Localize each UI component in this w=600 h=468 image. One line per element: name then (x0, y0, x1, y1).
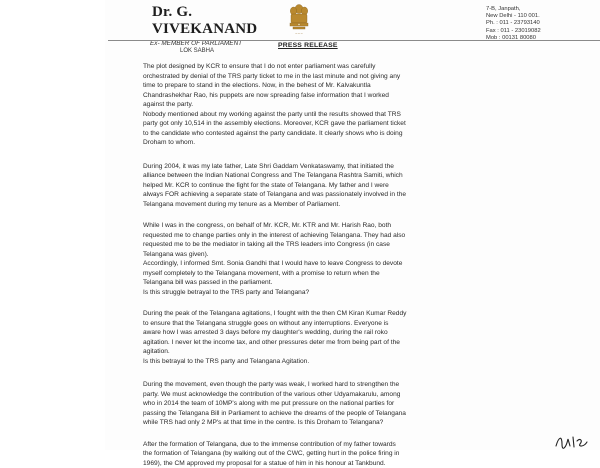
signature-icon (553, 432, 593, 450)
body-line: party. We must acknowledge the contribution of the various other Udyamakarulu, among (143, 390, 535, 400)
paragraph-gap (143, 366, 535, 380)
body-line: who in 2014 the team of 10MP's along with me put pressure on the national parties for (143, 399, 535, 409)
body-line: Accordingly, I informed Smt. Sonia Gandhi that I would have to leave Congress to devote (143, 259, 535, 269)
body-line: While I was in the congress, on behalf of Mr. KCR, Mr. KTR and Mr. Harish Rao, both (143, 221, 535, 231)
body-line: Is this betrayal to the TRS party and Telangana Agitation. (143, 357, 535, 367)
national-emblem-icon (288, 3, 310, 37)
document-body (143, 62, 535, 468)
body-line: to ensure that the Telangana struggle goes on without any interruptions. Everyone is (143, 319, 535, 329)
body-line: Is this struggle betrayal to the TRS party and Telangana? (143, 288, 535, 298)
body-line: to the candidate who contested against the party candidate. It clearly shows who is doing (143, 129, 535, 139)
header-divider (108, 40, 600, 41)
body-line: Droham to whom. (143, 138, 535, 148)
body-line: myself completely to the Telangana movement, with a promise to return when the (143, 269, 535, 279)
letterhead-name: Dr. G. VIVEKANAND (152, 4, 280, 38)
document-title: PRESS RELEASE (278, 42, 338, 49)
address-line: 7-B, Janpath, (486, 6, 596, 13)
letterhead-house: LOK SABHA (180, 48, 280, 54)
paragraph-gap (143, 148, 535, 162)
letterhead-left (150, 4, 280, 54)
body-line: while TRS had only 2 MP's at that time in the centre. Is this Droham to Telangana? (143, 418, 535, 428)
body-line: aware how I was arrested 3 days before my daughter's wedding, during the rail roko (143, 328, 535, 338)
address-line: Fax : 011 - 23019082 (486, 28, 596, 35)
body-line: requested me to be the mediator in taking all the TRS leaders into Congress (in case (143, 240, 535, 250)
body-line: 1969), the CM approved my proposal for a statue of him in his honour at Tankbund. (143, 459, 535, 468)
body-line: Telangana was given). (143, 250, 535, 260)
body-line: party got only 10,514 in the assembly elections. Moreover, KCR gave the parliament ticket (143, 119, 535, 129)
address-line: Ph. : 011 - 23793140 (486, 20, 596, 27)
paragraph-gap (143, 209, 535, 221)
letterhead-designation: Ex- MEMBER OF PARLIAMENT (150, 40, 280, 47)
paragraph-gap (143, 428, 535, 440)
body-line: agitation. (143, 347, 535, 357)
body-line: Nobody mentioned about my working against the party until the results showed that TRS (143, 110, 535, 120)
body-line: During the movement, even though the party was weak, I worked hard to strengthen the (143, 380, 535, 390)
body-line: The plot designed by KCR to ensure that I do not enter parliament was carefully (143, 62, 535, 72)
body-line: always FOR achieving a separate state of Telangana and was passionately involved in the (143, 190, 535, 200)
address-line: New Delhi - 110 001. (486, 13, 596, 20)
blank-margin (0, 0, 105, 450)
body-line: During the peak of the Telangana agitations, I fought with the then CM Kiran Kumar Reddy (143, 309, 535, 319)
letterhead-address (486, 6, 596, 42)
paragraph-gap (143, 297, 535, 309)
body-line: passing the Telangana Bill in Parliament to achieve the dreams of the people of Telangana (143, 409, 535, 419)
svg-text:~~~: ~~~ (295, 32, 303, 36)
body-line: orchestrated by denial of the TRS party ticket to me in the last minute and not giving any (143, 72, 535, 82)
body-line: Telangana movement during my tenure as a Member of Parliament. (143, 200, 535, 210)
body-line: against the party. (143, 100, 535, 110)
body-line: Telangana bill was passed in the parliament. (143, 278, 535, 288)
body-line: time to prepare to stand in the elections. Now, in the behest of Mr. Kalvakuntla (143, 81, 535, 91)
body-line: the formation of Telangana (by walking out of the CWC, getting hurt in the police firing in (143, 449, 535, 459)
body-line: requested me to change parties only in the interest of achieving Telangana. They had also (143, 231, 535, 241)
body-line: alliance between the Indian National Congress and The Telangana Rashtra Samiti, which (143, 171, 535, 181)
body-line: Chandrashekhar Rao, his puppets are now spreading false information that I worked (143, 91, 535, 101)
body-line: After the formation of Telangana, due to the immense contribution of my father towards (143, 440, 535, 450)
body-line: During 2004, it was my late father, Late Shri Gaddam Venkataswamy, that initiated the (143, 162, 535, 172)
body-line: agitation. I never let the income tax, and other pressures deter me from being part of the (143, 338, 535, 348)
body-line: helped Mr. KCR to continue the fight for the state of Telangana. My father and I were (143, 181, 535, 191)
address-line: Mob : 00131 80080 (486, 35, 596, 42)
